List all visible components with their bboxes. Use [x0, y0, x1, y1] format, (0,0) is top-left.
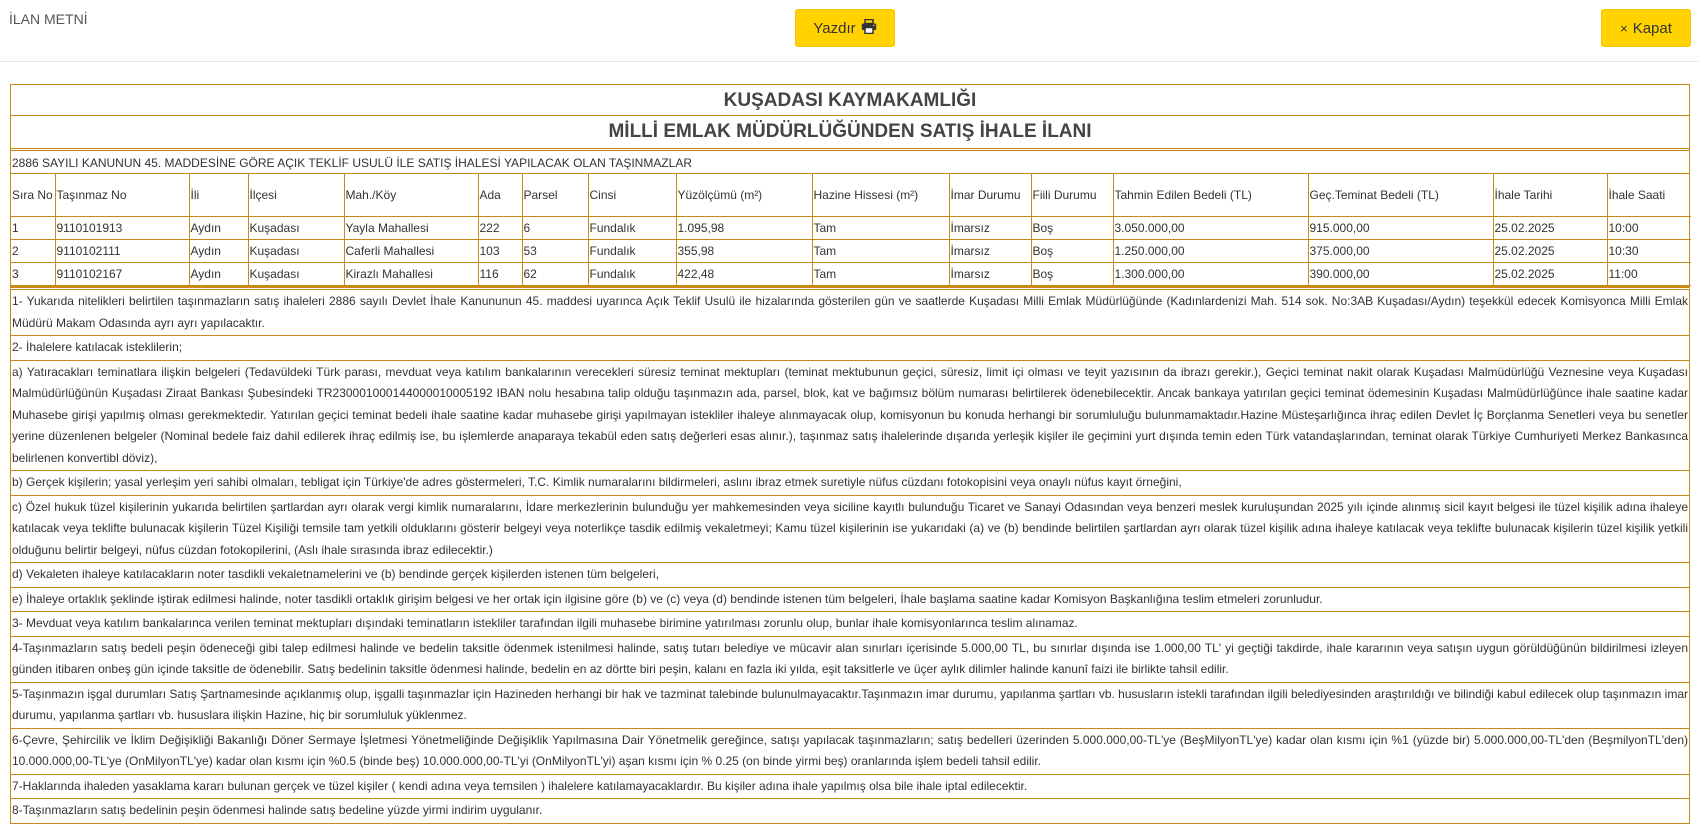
table-cell: Tam: [812, 263, 949, 286]
table-cell: 2: [11, 240, 55, 263]
table-cell: 1.250.000,00: [1113, 240, 1308, 263]
terms-paragraph: 6-Çevre, Şehircilik ve İklim Değişikliği Bakanlığı Döner Sermaye İşletmesi Yönetmeliğinde Değişiklik Yapılmasına Dair Yönetmelik gereğince, satışı yapılacak taşınmazların; satış bedelleri üzerinden 5.000.000,00-TL'ye (BeşMilyonTL'ye) kadar olan kısmı için %1 (yüzde bir) 5.000.000,00-TL'den (BeşmilyonTL'den) 10.000.000,00-TL'ye (OnMilyonTL'ye) kadar olan kısmı için %0.5 (binde beş) 10.000.000,00-TL'yi (OnMilyonTL'yi) aşan kısmı için % 0.25 (on binde yirmi beş) oranlarında işlem bedeli tahsil edilir.: [11, 729, 1689, 775]
column-header: Hazine Hissesi (m²): [812, 174, 949, 217]
table-cell: Boş: [1031, 240, 1113, 263]
terms-paragraph: 3- Mevduat veya katılım bankalarınca verilen teminat mektupları dışındaki teminatların istekliler tarafından ilgili muhasebe birimine yatırılması zorunlu olup, bunlar ihale komisyonlarınca teslim alınamaz.: [11, 612, 1689, 637]
table-row: [11, 217, 1691, 240]
table-cell: Fundalık: [588, 217, 676, 240]
column-header: Tahmin Edilen Bedeli (TL): [1113, 174, 1308, 217]
table-cell: Kuşadası: [248, 263, 344, 286]
print-button[interactable]: [795, 9, 895, 47]
table-cell: Tam: [812, 217, 949, 240]
terms-paragraph: 5-Taşınmazın işgal durumları Satış Şartnamesinde açıklanmış olup, işgalli taşınmazlar için Hazineden herhangi bir hak ve tazminat talebinde bulunulmayacaktır.Taşınmazın imar durumu, yapılanma şartları vb. hususların istekli tarafından ilgili belediyesinden araştırıldığı ve bilindiği kabul edilecek olup taşınmazın imar durumu, yapılanma şartları vb. hususlara ilişkin Hazine, hiç bir sorumluluk yüklenmez.: [11, 683, 1689, 729]
column-header: İhale Tarihi: [1493, 174, 1607, 217]
table-cell: Kuşadası: [248, 240, 344, 263]
table-cell: 390.000,00: [1308, 263, 1493, 286]
table-cell: 10:00: [1607, 217, 1691, 240]
top-bar: [0, 0, 1698, 62]
column-header: İlçesi: [248, 174, 344, 217]
column-header: Mah./Köy: [344, 174, 478, 217]
table-cell: 25.02.2025: [1493, 263, 1607, 286]
table-caption: 2886 SAYILI KANUNUN 45. MADDESİNE GÖRE AÇIK TEKLİF USULÜ İLE SATIŞ İHALESİ YAPILACAK OLAN TAŞINMAZLAR: [11, 151, 1689, 174]
column-header: Parsel: [522, 174, 588, 217]
table-cell: Aydın: [189, 217, 248, 240]
table-cell: İmarsız: [949, 240, 1031, 263]
table-cell: Tam: [812, 240, 949, 263]
column-header: Sıra No: [11, 174, 55, 217]
printer-icon: [861, 19, 877, 38]
terms-paragraph: 7-Haklarında ihaleden yasaklama kararı bulunan gerçek ve tüzel kişiler ( kendi adına veya temsilen ) ihalelere katılamayacaklardır. Bu kişiler adına ihale yapılmış olsa bile ihale iptal edilecektir.: [11, 775, 1689, 800]
table-body: [11, 217, 1691, 286]
table-cell: Boş: [1031, 217, 1113, 240]
table-cell: İmarsız: [949, 217, 1031, 240]
property-table: [11, 174, 1691, 286]
terms-paragraph: 4-Taşınmazların satış bedeli peşin ödeneceği gibi talep edilmesi halinde ve bedelin taksitle ödenmek istenilmesi halinde, satış tutarı belediye ve mücavir alan sınırları içerisinde 5.000,00 TL, bu sınırlar dışında ise 1.000,00 TL' yi geçtiği takdirde, ihale kararının veya satışın uygun görüldüğünün bildirilmesi izleyen günden itibaren onbeş gün içinde taksitle de ödenebilir. Satış bedelinin taksitle ödenmesi halinde, bedelin en az dörtte biri peşin, kalanı en fazla iki yılda, eşit taksitlerle ve üçer aylık dilimler halinde kanunî faizi ile birlikte tahsil edilir.: [11, 637, 1689, 683]
table-cell: 103: [478, 240, 522, 263]
terms-paragraph: 2- İhalelere katılacak isteklilerin;: [11, 336, 1689, 361]
column-header: Yüzölçümü (m²): [676, 174, 812, 217]
column-header: İmar Durumu: [949, 174, 1031, 217]
table-cell: İmarsız: [949, 263, 1031, 286]
table-cell: Fundalık: [588, 240, 676, 263]
table-cell: 1: [11, 217, 55, 240]
table-cell: 422,48: [676, 263, 812, 286]
table-cell: Fundalık: [588, 263, 676, 286]
table-cell: 53: [522, 240, 588, 263]
table-cell: 10:30: [1607, 240, 1691, 263]
table-cell: 222: [478, 217, 522, 240]
table-cell: Kuşadası: [248, 217, 344, 240]
announcement-document: [10, 84, 1690, 824]
table-cell: Aydın: [189, 240, 248, 263]
table-cell: 9110102111: [55, 240, 189, 263]
column-header: Ada: [478, 174, 522, 217]
document-heading: KUŞADASI KAYMAKAMLIĞI: [11, 85, 1689, 116]
close-button-label: Kapat: [1632, 19, 1672, 37]
table-cell: 355,98: [676, 240, 812, 263]
table-row: [11, 240, 1691, 263]
column-header: Taşınmaz No: [55, 174, 189, 217]
column-header: İhale Saati: [1607, 174, 1691, 217]
table-cell: 3.050.000,00: [1113, 217, 1308, 240]
column-header: Cinsi: [588, 174, 676, 217]
table-cell: 116: [478, 263, 522, 286]
table-cell: 6: [522, 217, 588, 240]
table-cell: 1.095,98: [676, 217, 812, 240]
terms-paragraph: d) Vekaleten ihaleye katılacakların noter tasdikli vekaletnamelerini ve (b) bendinde gerçek kişilerden istenen tüm belgeleri,: [11, 563, 1689, 588]
table-row: [11, 263, 1691, 286]
terms-section: [10, 287, 1690, 824]
table-cell: Yayla Mahallesi: [344, 217, 478, 240]
table-cell: 915.000,00: [1308, 217, 1493, 240]
table-cell: Aydın: [189, 263, 248, 286]
print-button-label: Yazdır: [813, 19, 856, 37]
close-icon: ×: [1620, 20, 1628, 36]
table-cell: 375.000,00: [1308, 240, 1493, 263]
table-cell: Boş: [1031, 263, 1113, 286]
terms-paragraph: e) İhaleye ortaklık şeklinde iştirak edilmesi halinde, noter tasdikli ortaklık girişim belgesi ve her ortak için ilgisine göre (b) ve (c) veya (d) bendinde istenen tüm belgeleri, İhale başlama saatine kadar Komisyon Başkanlığına teslim etmeleri zorunludur.: [11, 588, 1689, 613]
table-cell: 11:00: [1607, 263, 1691, 286]
column-header: Fiili Durumu: [1031, 174, 1113, 217]
terms-paragraph: 1- Yukarıda nitelikleri belirtilen taşınmazların satış ihaleleri 2886 sayılı Devlet İhale Kanununun 45. maddesi uyarınca Açık Teklif Usulü ile hizalarında gösterilen gün ve saatlerde Kuşadası Milli Emlak Müdürlüğünde (Kadınlardenizi Mah. 514 sok. No:3AB Kuşadası/Aydın) teşekkül edecek Komisyonca Milli Emlak Müdürü Makam Odasında ayrı ayrı yapılacaktır.: [11, 290, 1689, 336]
table-cell: 25.02.2025: [1493, 217, 1607, 240]
table-cell: 3: [11, 263, 55, 286]
table-cell: 9110101913: [55, 217, 189, 240]
terms-paragraph: 8-Taşınmazların satış bedelinin peşin ödenmesi halinde satış bedeline yüzde yirmi indirim uygulanır.: [12, 803, 543, 817]
table-cell: 1.300.000,00: [1113, 263, 1308, 286]
terms-paragraph: a) Yatıracakları teminatlara ilişkin belgeleri (Tedavüldeki Türk parası, mevduat veya katılım bankalarının verecekleri süresiz teminat mektupları (teminat mektubunun geçici, süresiz, limit içi olması ve teyit yazısının da ibrazı gerekir.), Geçici teminat nakit olarak Kuşadası Malmüdürlüğü Veznesine veya Kuşadası Malmüdürlüğünün Kuşadası Ziraat Bankası Şubesindeki TR230001000144000010005192 IBAN nolu hesabına talip olduğu taşınmazın ada, parsel, blok, kat ve bağımsız bölüm numarası belirtilerek ödenebilecektir. Ancak bankaya yatırılan geçici teminat ödemesinin Kuşadası Malmüdürlüğünce ihale saatine kadar Muhasebe girişi yapılmış olması gerekmektedir. Yatırılan geçici teminat bedeli ihale saatine kadar muhasebe girişi yapılmayan istekliler ihaleye alınmayacak olup, komisyonun bu konuda herhangi bir sorumluluğu bulunmamaktadır.Hazine Müsteşarlığınca ihraç edilen Devlet İç Borçlanma Senetleri veya bu senetler yerine düzenlenen belgeler (Nominal bedele faiz dahil edilerek ihraç edilmiş ise, bu işlemlerde anaparaya tekabül eden satış değerleri esas alınır.), taşınmaz satış ihalelerinde dışarıda yerleşik kişiler ile geçimini yurt dışında temin eden Türk vatandaşlarından, teminat olarak Türkiye Cumhuriyeti Merkez Bankasınca belirlenen konvertibl döviz),: [11, 361, 1689, 472]
table-cell: 9110102167: [55, 263, 189, 286]
page-title: İLAN METNİ: [9, 11, 88, 27]
column-header: İli: [189, 174, 248, 217]
terms-paragraph: b) Gerçek kişilerin; yasal yerleşim yeri sahibi olmaları, tebligat için Türkiye'de adres göstermeleri, T.C. Kimlik numaralarını bildirmeleri, aslını ibraz etmek suretiyle nüfus cüzdanı fotokopisini veya onaylı nüfus kayıt örneğini,: [11, 471, 1689, 496]
announcement-frame: [10, 84, 1690, 287]
table-cell: Kirazlı Mahallesi: [344, 263, 478, 286]
close-button[interactable]: [1601, 9, 1691, 47]
document-subheading: MİLLİ EMLAK MÜDÜRLÜĞÜNDEN SATIŞ İHALE İLANI: [11, 116, 1689, 151]
table-cell: 62: [522, 263, 588, 286]
table-cell: Caferli Mahallesi: [344, 240, 478, 263]
terms-paragraph: c) Özel hukuk tüzel kişilerinin yukarıda belirtilen şartlardan ayrı olarak vergi kimlik numaralarını, İdare merkezlerinin bulunduğu yer mahkemesinden veya siciline kayıtlı bulunduğu Ticaret ve Sanayi Odasından veya benzeri meslek kuruluşundan 2025 yılı içinde alınmış sicil kayıt belgesi ile tüzel kişilik adına ihaleye katılacak veya teklifte bulunacak kişilerin Tüzel Kişiliği temsile tam yetkili olduklarını gösterir belgeyi veya noterlikçe tasdik edilmiş vekaletmeyi; Kamu tüzel kişilerinin ise yukarıdaki (a) ve (b) bendinde belirtilen şartlardan ayrı olarak tüzel kişilik adına ihaleye katılacak veya teklifte bulunacak kişilerin tüzel kişilik yetkili olduğunu belirtir belgeyi, nüfus cüzdan fotokopilerini, (Aslı ihale sırasında ibraz edilecektir.): [11, 496, 1689, 564]
column-header: Geç.Teminat Bedeli (TL): [1308, 174, 1493, 217]
table-header-row: [11, 174, 1691, 217]
table-cell: 25.02.2025: [1493, 240, 1607, 263]
